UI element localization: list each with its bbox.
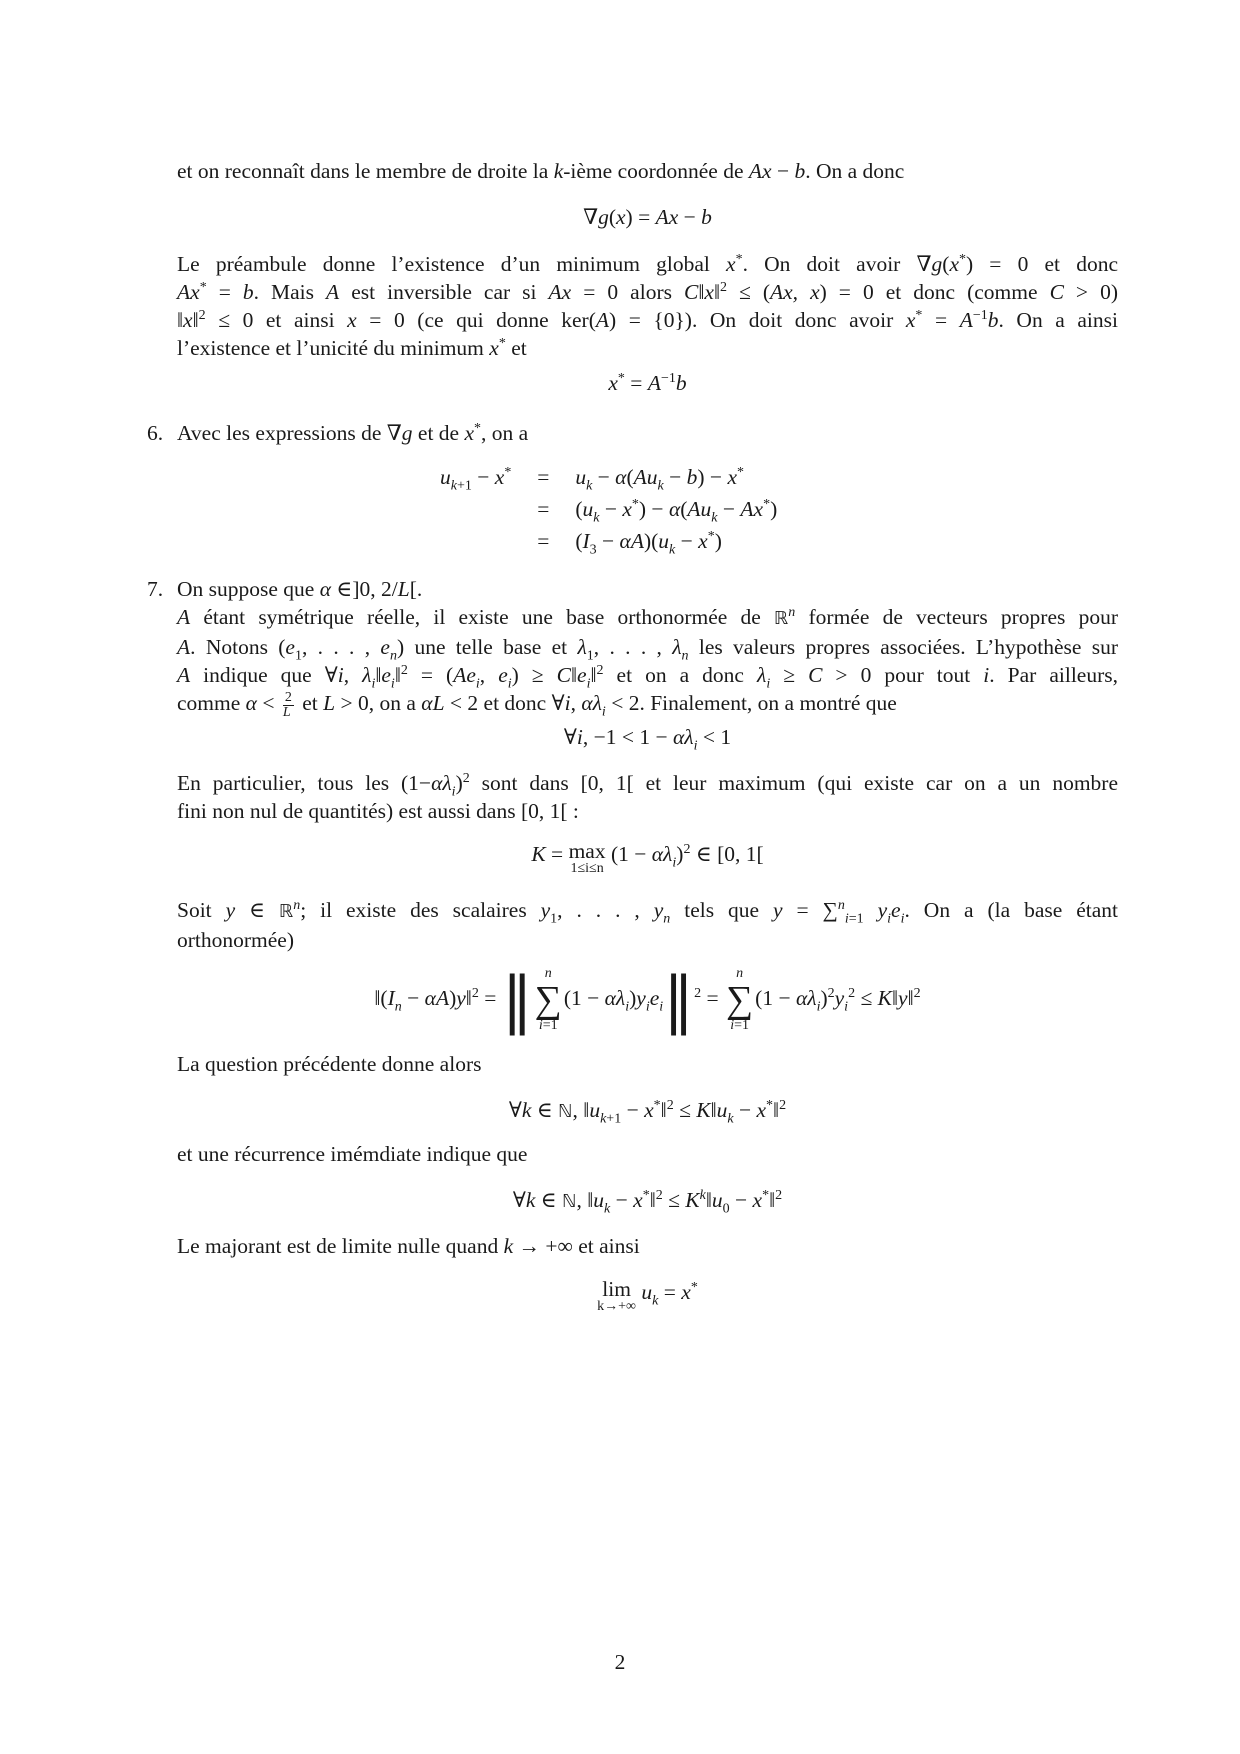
item-number-7: 7. (147, 577, 164, 601)
item7-paragraph-b: En particulier, tous les $(1-\alpha\lambda_i)^2$ sont dans [0, 1[ et leur maximum (qui existe car on a un nombre fini non nul de quantités) est aussi dans [0, 1[ : (177, 770, 1118, 823)
item7-paragraph-c: Soit y ∈ ℝ$^n$; il existe des scalaires $y_1$, . . . , $y_n$ tels que y = ∑$^n_{i=1}$ $y_ie_i$. On a (la base étant orthonormée) (177, 897, 1119, 952)
equation-limit: lim k→+∞ $u_k = x^*$ (597, 1277, 698, 1314)
equation-bounds: ∀i, $-1 < 1 - \alpha\lambda_i < 1$ (563, 725, 732, 754)
aligned-row: = $(I_3 - \alpha A)(u_k - x^*)$ (537, 528, 722, 557)
equation-solution: $x^* = A^{-1}b$ (608, 370, 687, 395)
equation-norm: $‖(I_n$ − αA)y‖$^2$ = ‖ n ∑ i=1 $(1 - \alpha\lambda_i)y_ie_i‖^2$ = n ∑ i=1 $(1 - \alpha\lambda_i)^2y_i^2$ ≤ K‖y‖$^2$ (374, 963, 921, 1037)
item7-paragraph-a: On suppose que α ∈]0, 2/L[. A étant symétrique réelle, il existe une base orthonormée de ℝ$^n$ formée de vecteurs propres pour A. Notons ($e_1$, . . . , $e_n$) une telle base et $\lambda_1$, . . . , $\lambda_n$ les valeurs propres associées. L’hypothèse sur A indique que ∀i, $\lambda_i‖e_i‖^2 = (Ae_i$, $e_i$) ≥ $C‖e_i‖^2$ et on a donc $\lambda_i \ge C > 0$ pour tout i. Par ailleurs, comme α < $\frac{2}{L}$ et L > 0, on a αL < 2 et donc ∀i, $\alpha\lambda_i < 2$. Finalement, on a montré que (177, 577, 1119, 720)
item7-line-f: Le majorant est de limite nulle quand k → +∞ et ainsi (177, 1234, 640, 1258)
aligned-equations (440, 461, 777, 557)
paragraph-existence: Le préambule donne l’existence d’un minimum global x*. On doit avoir ∇g(x*) = 0 et donc Ax* = b. Mais A est inversible car si Ax = 0 alors C‖x‖$^2$ ≤ (Ax, x) = 0 et donc (comme C > 0) ‖x‖$^2$ ≤ 0 et ainsi x = 0 (ce qui donne ker(A) = {0}). On doit donc avoir $x^* = A^{-1}b$. On a ainsi l’existence et l’unicité du minimum x* et (177, 251, 1118, 360)
equation-recurrence-1: ∀k ∈ ℕ, $‖u_{k+1}$ − x*‖$^2$ ≤ $K‖u_k$ − x*‖$^2$ (508, 1097, 787, 1127)
equation-gradient: ∇g(x) = Ax − b (583, 205, 712, 229)
intro-line: et on reconnaît dans le membre de droite la k-ième coordonnée de Ax − b. On a donc (177, 159, 905, 183)
item-number-6: 6. (147, 421, 164, 445)
item7-line-d: La question précédente donne alors (177, 1052, 482, 1076)
aligned-row: = $(u_k - x^*) - \alpha(Au_k - Ax^*)$ (537, 496, 778, 525)
item6-text: Avec les expressions de ∇g et de x*, on a (177, 420, 529, 445)
equation-recurrence-2: ∀k ∈ ℕ, $‖u_k$ − x*‖$^2$ ≤ $K^k‖u_0$ − x*‖$^2$ (512, 1187, 783, 1217)
item7-line-e: et une récurrence imémdiate indique que (177, 1142, 528, 1166)
aligned-row: $u_{k+1} - x^*$ = $u_k - \alpha(Au_k - b) - x^*$ (440, 464, 744, 493)
equation-K: K = max 1≤i≤n $(1 - \alpha\lambda_i)^2$ ∈ [0, 1[ (531, 839, 764, 876)
page-number: 2 (614, 1650, 626, 1674)
